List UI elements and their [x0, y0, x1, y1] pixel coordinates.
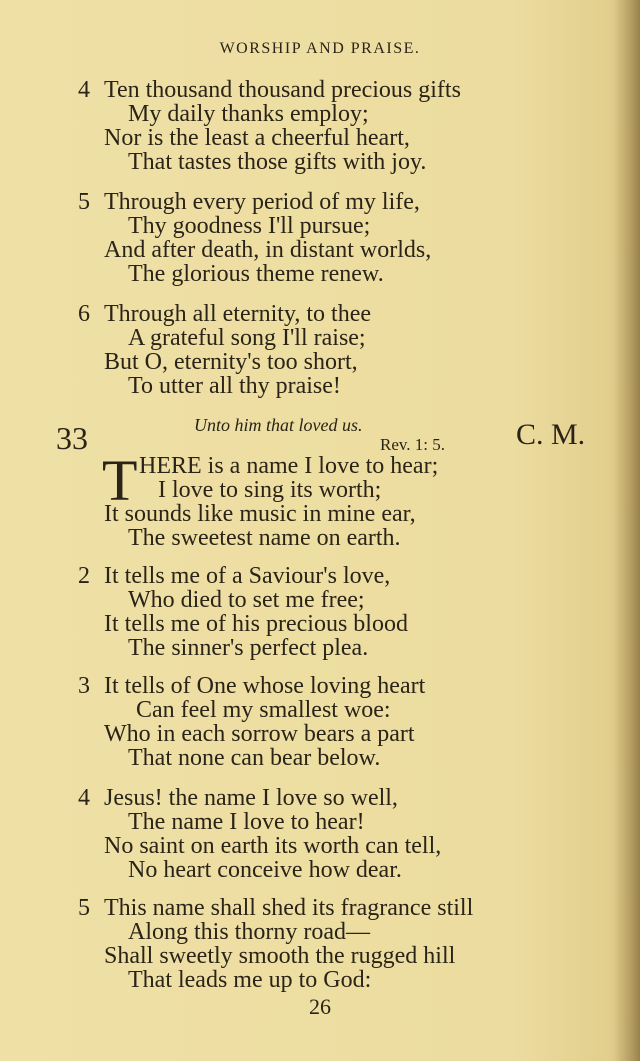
verse-line: My daily thanks employ;: [128, 101, 369, 127]
hymn-title: Unto him that loved us.: [194, 415, 363, 435]
hymn-number: 33: [56, 420, 88, 456]
verse-line: I love to sing its worth;: [158, 477, 382, 503]
stanza-number: 5: [78, 895, 90, 921]
verse-line: That tastes those gifts with joy.: [128, 149, 427, 175]
running-head: WORSHIP AND PRAISE.: [219, 40, 421, 57]
verse-line: Who in each sorrow bears a part: [104, 721, 415, 747]
verse-line: Through every period of my life,: [104, 189, 420, 215]
verse-line: Through all eternity, to thee: [104, 301, 372, 327]
stanza-number: 5: [78, 189, 90, 215]
verse-line: The sweetest name on earth.: [128, 525, 401, 551]
stanza-number: 4: [78, 785, 90, 811]
hymn-meter: C. M.: [516, 418, 586, 451]
verse-line: HERE is a name I love to hear;: [139, 453, 439, 479]
verse-line: Thy goodness I'll pursue;: [128, 213, 371, 239]
verse-line: But O, eternity's too short,: [104, 349, 358, 375]
scripture-reference: Rev. 1: 5.: [380, 435, 446, 454]
verse-line: This name shall shed its fragrance still: [104, 895, 474, 921]
verse-line: Ten thousand thousand precious gifts: [104, 77, 461, 103]
verse-line: Jesus! the name I love so well,: [104, 785, 398, 811]
page-edge-shadow: [614, 0, 640, 1061]
verse-line: The glorious theme renew.: [128, 261, 384, 287]
verse-line: Can feel my smallest woe:: [136, 697, 391, 723]
verse-line: That none can bear below.: [128, 745, 381, 771]
verse-line: To utter all thy praise!: [128, 373, 341, 399]
verse-line: It tells me of his precious blood: [104, 611, 408, 637]
verse-line: It tells of One whose loving heart: [104, 673, 426, 699]
verse-line: The sinner's perfect plea.: [128, 635, 369, 661]
stanza-number: 3: [78, 673, 90, 699]
page-number: 26: [309, 994, 331, 1019]
verse-line: No saint on earth its worth can tell,: [104, 833, 442, 859]
verse-line: It tells me of a Saviour's love,: [104, 563, 391, 589]
verse-line: Who died to set me free;: [128, 587, 365, 613]
stanza-number: 4: [78, 77, 90, 103]
verse-line: Nor is the least a cheerful heart,: [104, 125, 410, 151]
verse-line: Along this thorny road—: [128, 919, 370, 945]
stanza-number: 6: [78, 301, 90, 327]
verse-line: The name I love to hear!: [128, 809, 365, 835]
verse-line: That leads me up to God:: [128, 967, 372, 993]
drop-cap: T: [102, 448, 138, 513]
verse-line: And after death, in distant worlds,: [104, 237, 432, 263]
verse-line: It sounds like music in mine ear,: [104, 501, 416, 527]
verse-line: Shall sweetly smooth the rugged hill: [104, 943, 456, 969]
verse-line: No heart conceive how dear.: [128, 857, 402, 883]
stanza-number: 2: [78, 563, 90, 589]
verse-line: A grateful song I'll raise;: [128, 325, 366, 351]
